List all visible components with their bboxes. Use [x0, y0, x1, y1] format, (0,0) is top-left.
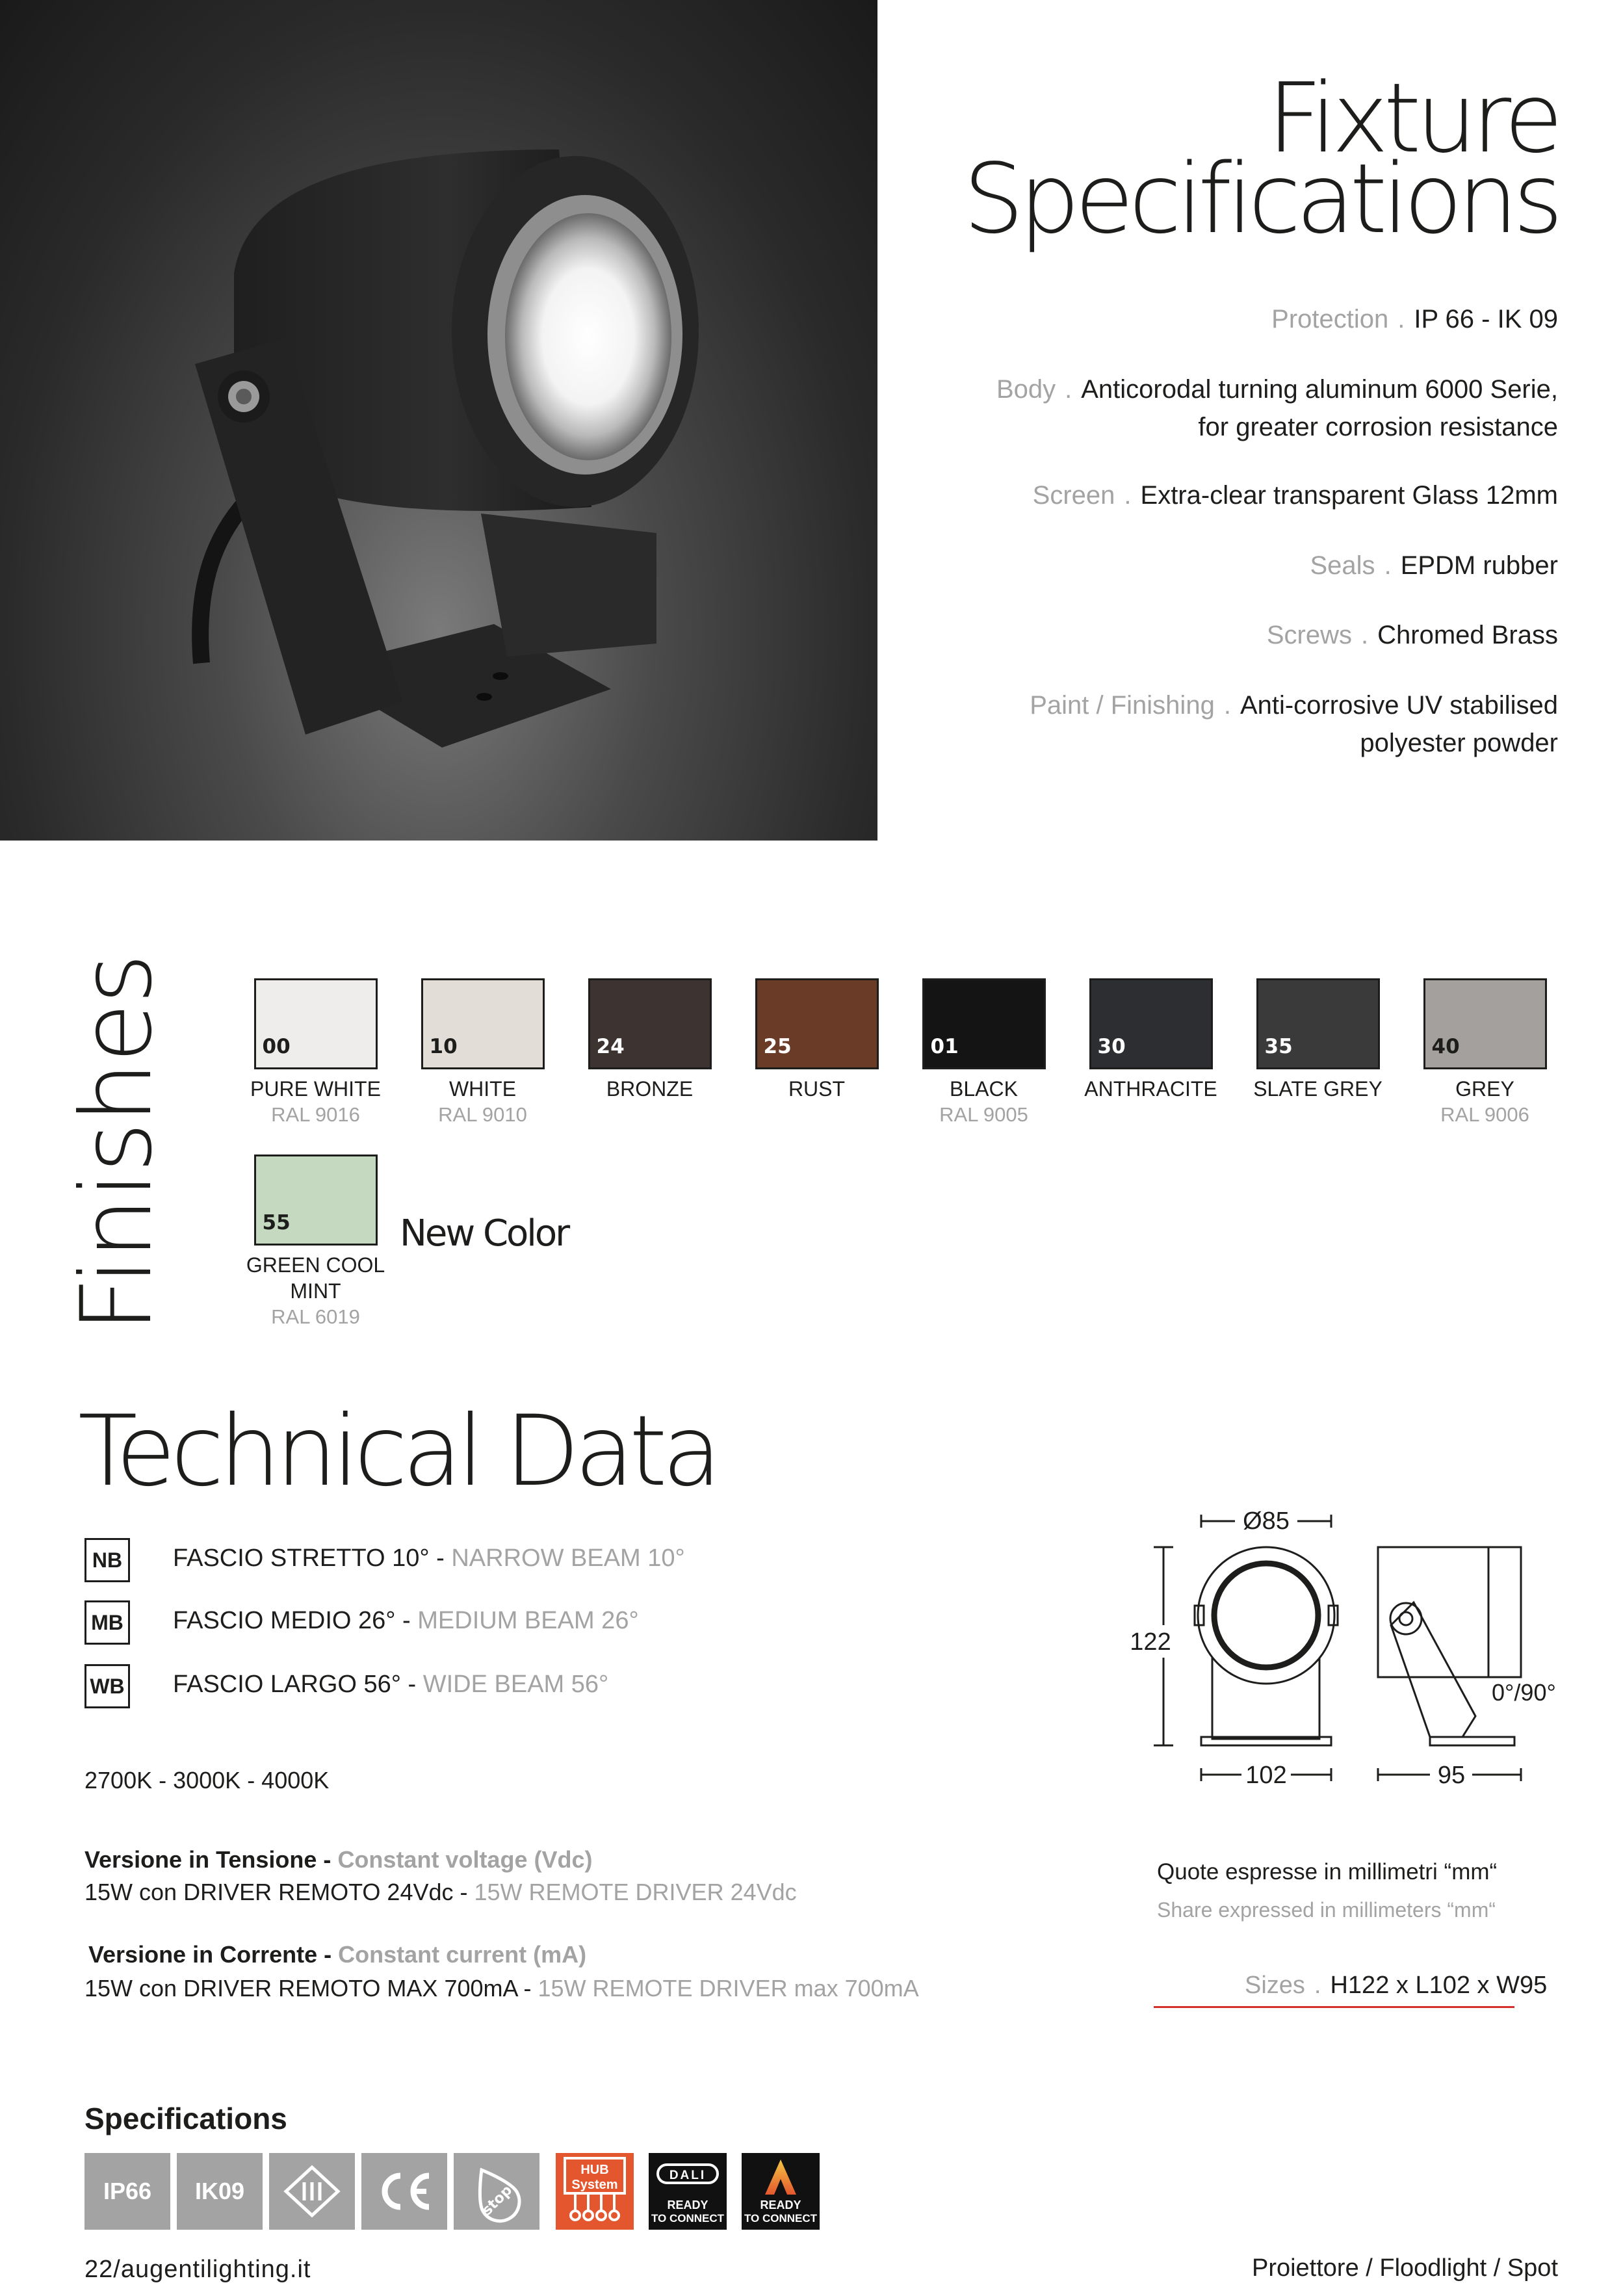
- spec-value: Anticorodal turning aluminum 6000 Serie,: [1081, 375, 1558, 404]
- swatch-name-line-2: MINT: [290, 1279, 341, 1303]
- swatch-black[interactable]: [900, 978, 1067, 1128]
- specifications-title: Specifications: [84, 2102, 287, 2135]
- title-line-2: Specifications: [963, 143, 1558, 255]
- ready-label: READY: [760, 2198, 801, 2211]
- svg-text:stop: stop: [478, 2182, 516, 2219]
- spec-row-paint: [1030, 686, 1558, 762]
- spec-row-body: [996, 371, 1558, 446]
- swatch-ral: RAL 6019: [271, 1305, 360, 1328]
- hub-system-icon: [556, 2153, 634, 2230]
- swatch-pure-white[interactable]: [232, 978, 399, 1128]
- color-chip: [421, 978, 545, 1069]
- quote-note-en: Share expressed in millimeters “mm“: [1157, 1898, 1496, 1922]
- swatch-ral: RAL 9006: [1440, 1103, 1529, 1126]
- spec-separator: .: [1065, 375, 1072, 404]
- swatch-code: 24: [596, 1035, 625, 1058]
- current-title-en: Constant current (mA): [338, 1941, 587, 1968]
- swatch-code: 00: [262, 1035, 291, 1058]
- beam-label-en: NARROW BEAM 10°: [451, 1545, 685, 1572]
- sizes-separator: .: [1314, 1972, 1321, 1999]
- color-chip: [1089, 978, 1213, 1069]
- swatch-anthracite[interactable]: [1067, 978, 1234, 1102]
- beam-label-en: WIDE BEAM 56°: [422, 1671, 609, 1698]
- sizes-underline: [1154, 2006, 1514, 2008]
- dali-ready-icon: [649, 2153, 727, 2230]
- dim-length: 102: [1245, 1762, 1287, 1789]
- spec-value: Chromed Brass: [1377, 621, 1558, 649]
- spec-value-line-2: for greater corrosion resistance: [1198, 413, 1558, 441]
- dim-height: 122: [1130, 1628, 1171, 1656]
- spec-label: Screws: [1266, 621, 1352, 649]
- swatch-code: 40: [1431, 1035, 1460, 1058]
- swatch-name: BLACK: [950, 1077, 1018, 1101]
- voltage-detail-en: 15W REMOTE DRIVER 24Vdc: [474, 1879, 797, 1905]
- swatch-name: ANTHRACITE: [1084, 1077, 1217, 1101]
- color-chip: [1256, 978, 1380, 1069]
- swatch-bronze[interactable]: [566, 978, 733, 1102]
- color-chip: [755, 978, 879, 1069]
- voltage-title-it: Versione in Tensione -: [84, 1846, 338, 1873]
- beam-label-en: MEDIUM BEAM 26°: [417, 1607, 639, 1634]
- spec-separator: .: [1223, 691, 1231, 720]
- cct-values: 2700K - 3000K - 4000K: [84, 1767, 330, 1794]
- footer-page-url[interactable]: 22/augentilighting.it: [84, 2256, 311, 2283]
- color-chip: [1423, 978, 1547, 1069]
- swatch-slate-grey[interactable]: [1234, 978, 1401, 1102]
- swatch-code: 01: [930, 1035, 959, 1058]
- dimension-drawing: [1124, 1495, 1579, 1801]
- swatch-white[interactable]: [399, 978, 566, 1128]
- spec-value-line-2: polyester powder: [1360, 729, 1558, 757]
- spec-separator: .: [1124, 481, 1132, 510]
- dali-label: DALI: [669, 2169, 707, 2182]
- spec-separator: .: [1384, 551, 1392, 580]
- swatch-rust[interactable]: [733, 978, 900, 1102]
- title-line-1: Fixture: [1267, 62, 1558, 174]
- spec-label: Screen: [1032, 481, 1115, 510]
- spec-separator: .: [1361, 621, 1369, 649]
- swatch-ral: RAL 9005: [939, 1103, 1028, 1126]
- floodlight-image: [0, 0, 877, 841]
- technical-data-title: Technical Data: [78, 1395, 717, 1508]
- spec-value: Extra-clear transparent Glass 12mm: [1140, 481, 1558, 510]
- spec-label: Body: [996, 375, 1056, 404]
- swatch-name: SLATE GREY: [1253, 1077, 1383, 1101]
- dim-angle: 0°/90°: [1492, 1679, 1556, 1706]
- spec-label: Protection: [1271, 305, 1389, 333]
- ip66-badge: IP66: [84, 2153, 170, 2230]
- swatch-name: RUST: [788, 1077, 846, 1101]
- sizes-value: H122 x L102 x W95: [1330, 1972, 1548, 1999]
- beam-code-badge: MB: [84, 1600, 130, 1645]
- ce-mark-icon: [361, 2153, 447, 2230]
- beam-label-it: FASCIO STRETTO 10° -: [173, 1545, 452, 1572]
- swatch-name-line-1: GREEN COOL: [246, 1253, 385, 1277]
- spec-separator: .: [1397, 305, 1405, 333]
- swatch-green-cool-mint[interactable]: [232, 1155, 399, 1330]
- voltage-version-detail: [84, 1879, 797, 1906]
- swatch-ral: RAL 9010: [438, 1103, 527, 1126]
- ik09-badge: IK09: [177, 2153, 263, 2230]
- sizes-label: Sizes: [1245, 1972, 1305, 1999]
- swatch-code: 30: [1097, 1035, 1126, 1058]
- voltage-version-title: [84, 1846, 592, 1873]
- stop-icon: [454, 2153, 539, 2230]
- spec-label: Seals: [1310, 551, 1375, 580]
- product-photo: [0, 0, 877, 841]
- finishes-title: Finishes: [60, 954, 174, 1333]
- dali-ready-label: READY: [667, 2198, 708, 2211]
- current-detail-it: 15W con DRIVER REMOTO MAX 700mA -: [84, 1975, 538, 2002]
- hub-line-2: System: [571, 2178, 618, 2192]
- class-iii-icon: [269, 2153, 355, 2230]
- current-version-detail: [84, 1975, 919, 2002]
- voltage-detail-it: 15W con DRIVER REMOTO 24Vdc -: [84, 1879, 474, 1905]
- swatch-code: 55: [262, 1211, 291, 1234]
- color-chip: [922, 978, 1046, 1069]
- dim-diameter: Ø85: [1243, 1507, 1290, 1535]
- sizes-row: [1245, 1972, 1547, 2000]
- new-color-label: New Color: [400, 1212, 569, 1255]
- beam-code-badge: NB: [84, 1538, 130, 1582]
- fixture-specifications-title: [963, 62, 1558, 255]
- spec-row-screen: [1033, 476, 1558, 514]
- spec-label: Paint / Finishing: [1030, 691, 1215, 720]
- swatch-name: GREY: [1455, 1077, 1514, 1101]
- dali-connect-label: TO CONNECT: [651, 2212, 725, 2224]
- connect-label: TO CONNECT: [744, 2212, 818, 2224]
- swatch-grey[interactable]: [1401, 978, 1568, 1128]
- spec-row-protection: [1271, 300, 1558, 338]
- swatch-ral: RAL 9016: [271, 1103, 360, 1126]
- quote-note-it: Quote espresse in millimetri “mm“: [1157, 1859, 1498, 1885]
- color-chip: [588, 978, 712, 1069]
- current-version-title: [88, 1941, 586, 1968]
- swatch-code: 10: [429, 1035, 458, 1058]
- swatch-code: 35: [1264, 1035, 1293, 1058]
- swatch-name: WHITE: [448, 1077, 517, 1101]
- spec-row-seals: [1310, 547, 1559, 584]
- color-chip: [254, 1155, 378, 1246]
- current-title-it: Versione in Corrente -: [88, 1941, 339, 1968]
- spec-value: EPDM rubber: [1400, 551, 1558, 580]
- current-detail-en: 15W REMOTE DRIVER max 700mA: [538, 1975, 919, 2002]
- voltage-title-en: Constant voltage (Vdc): [337, 1846, 593, 1873]
- spec-value: Anti-corrosive UV stabilised: [1240, 691, 1558, 720]
- swatch-name: PURE WHITE: [250, 1077, 381, 1101]
- footer-category: Proiettore / Floodlight / Spot: [1251, 2254, 1558, 2282]
- spec-row-screws: [1267, 616, 1558, 654]
- beam-code-badge: WB: [84, 1664, 130, 1708]
- spec-value: IP 66 - IK 09: [1414, 305, 1558, 333]
- swatch-code: 25: [763, 1035, 792, 1058]
- dim-width: 95: [1437, 1762, 1466, 1789]
- beam-label-it: FASCIO LARGO 56° -: [173, 1671, 423, 1698]
- hub-line-1: HUB: [580, 2163, 609, 2177]
- color-chip: [254, 978, 378, 1069]
- beam-label-it: FASCIO MEDIO 26° -: [173, 1607, 418, 1634]
- swatch-name: BRONZE: [606, 1077, 694, 1101]
- ready-to-connect-icon: [742, 2153, 820, 2230]
